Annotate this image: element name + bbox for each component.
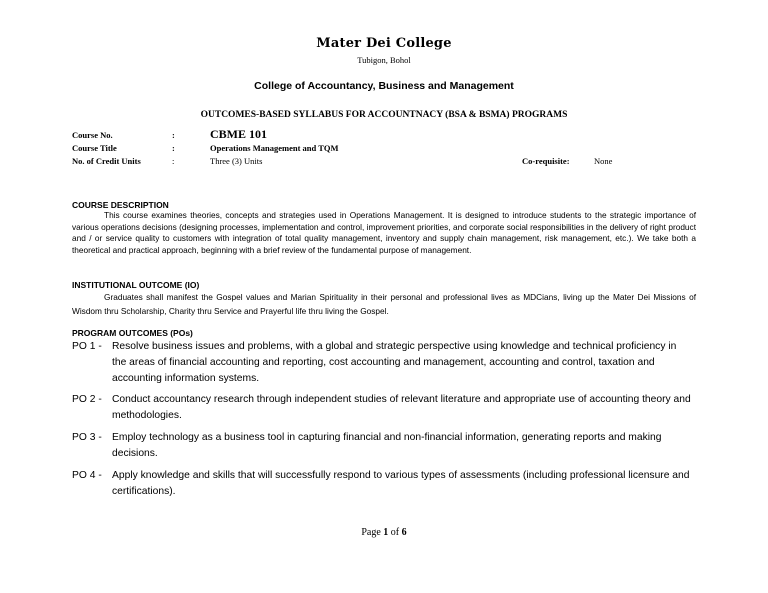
- program-outcome-item: [72, 430, 692, 462]
- page-number: [0, 527, 768, 538]
- po-number: PO 2 -: [72, 394, 102, 405]
- syllabus-title: OUTCOMES-BASED SYLLABUS FOR ACCOUNTNACY (BSA & BSMA) PROGRAMS: [200, 110, 568, 120]
- po-number: PO 3 -: [72, 432, 102, 443]
- department-name: College of Accountancy, Business and Management: [254, 80, 514, 92]
- colon: :: [172, 156, 175, 166]
- college-name: Mater Dei College: [316, 36, 452, 51]
- credit-units-label: No. of Credit Units: [72, 156, 141, 166]
- program-outcome-item: [72, 339, 692, 386]
- course-title-label: Course Title: [72, 143, 117, 153]
- po-number: PO 4 -: [72, 470, 102, 481]
- college-address: Tubigon, Bohol: [357, 55, 411, 65]
- page-prefix: Page: [361, 527, 384, 538]
- course-no-label: Course No.: [72, 130, 113, 140]
- po-text: Apply knowledge and skills that will successfully respond to various types of assessments (including professional licensure and certifications).: [112, 470, 690, 497]
- colon: :: [172, 130, 175, 140]
- institutional-outcome-text: Graduates shall manifest the Gospel values and Marian Spirituality in their personal and professional lives as MDCians, living up the Mater Dei Missions of Wisdom thru Scholarship, Charity thru Service and Prayerful life thru living the Gospel.: [72, 292, 696, 316]
- program-outcome-item: [72, 392, 692, 424]
- program-outcomes-heading: PROGRAM OUTCOMES (POs): [72, 328, 193, 338]
- page-current: 1: [383, 527, 389, 538]
- po-text: Resolve business issues and problems, with a global and strategic perspective using knowledge and technical proficiency in the areas of financial accounting and reporting, cost accounting and management, accounting and control, taxation and accounting information systems.: [112, 341, 677, 384]
- program-outcome-item: [72, 468, 692, 500]
- colon: :: [172, 143, 175, 153]
- page-of: of: [388, 527, 402, 538]
- corequisite-label: Co-requisite:: [522, 156, 570, 166]
- corequisite-value: None: [594, 156, 613, 166]
- po-text: Conduct accountancy research through independent studies of relevant literature and appropriate use of accounting theory and methodologies.: [112, 394, 691, 421]
- course-no-value: CBME 101: [210, 127, 267, 141]
- page-total: 6: [401, 527, 407, 538]
- po-text: Employ technology as a business tool in capturing financial and non-financial information, generating reports and making decisions.: [112, 432, 662, 459]
- course-description-heading: COURSE DESCRIPTION: [72, 200, 169, 210]
- credit-units-value: Three (3) Units: [210, 156, 263, 166]
- institutional-outcome-heading: INSTITUTIONAL OUTCOME (IO): [72, 280, 200, 290]
- course-description-text: This course examines theories, concepts and strategies used in Operations Management. It is designed to introduce students to the strategic importance of various operations decisions (designing processes, implementation and control, improvement priorities, and corporate social responsibilities in the delivery of right product and / or service quality to customers with integration of total quality management, inventory and supply chain management, risk management, etc.). We take both a theoretical and practical approach, beginning with a brief review of the fundamental purpose of management.: [72, 210, 696, 255]
- course-title-value: Operations Management and TQM: [210, 143, 339, 153]
- po-number: PO 1 -: [72, 341, 102, 352]
